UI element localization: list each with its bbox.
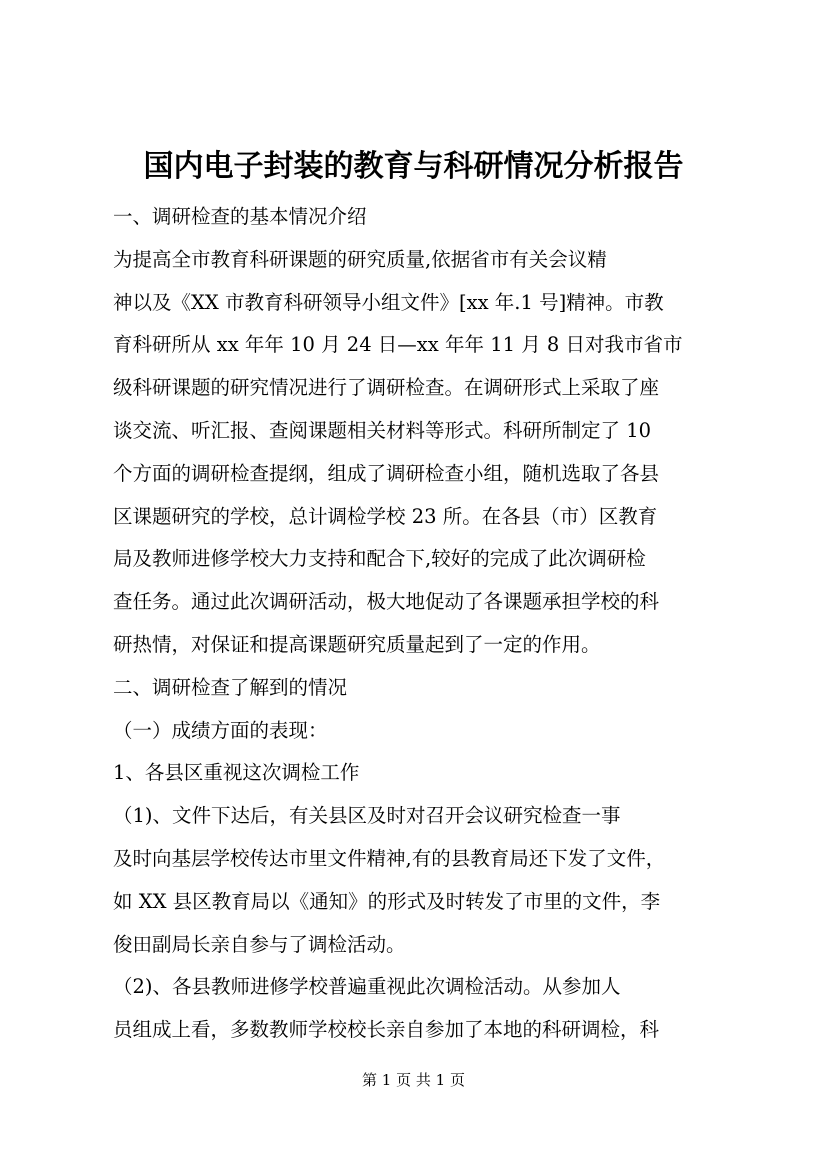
text-line: （2)、各县教师进修学校普遍重视此次调检活动。从参加人: [113, 975, 621, 999]
text-line: 育科研所从 xx 年年 10 月 24 日—xx 年年 11 月 8 日对我市省市: [113, 333, 683, 357]
document-title: 国内电子封装的教育与科研情况分析报告: [143, 149, 684, 184]
text-line: 一、调研检查的基本情况介绍: [113, 205, 367, 228]
text-line: 局及教师进修学校大力支持和配合下,较好的完成了此次调研检: [113, 547, 646, 571]
text-line: （1)、文件下达后，有关县区及时对召开会议研究检查一事: [113, 804, 621, 828]
document-body: [113, 196, 725, 1052]
text-line: 个方面的调研检查提纲，组成了调研检查小组，随机选取了各县: [113, 461, 660, 485]
text-line: 员组成上看，多数教师学校校长亲自参加了本地的科研调检，科: [113, 1018, 660, 1042]
text-line: 为提高全市教育科研课题的研究质量,依据省市有关会议精: [113, 247, 607, 271]
text-line: 谈交流、听汇报、查阅课题相关材料等形式。科研所制定了 10: [113, 418, 652, 442]
text-line: 及时向基层学校传达市里文件精神,有的县教育局还下发了文件，: [113, 846, 666, 870]
text-line: 查任务。通过此次调研活动，极大地促动了各课题承担学校的科: [113, 590, 660, 614]
text-line: 研热情，对保证和提高课题研究质量起到了一定的作用。: [113, 632, 601, 656]
text-line: 俊田副局长亲自参与了调检活动。: [113, 932, 406, 956]
page-footer: 第 1 页 共 1 页: [362, 1071, 465, 1089]
text-line: 区课题研究的学校，总计调检学校 23 所。在各县（市）区教育: [113, 504, 658, 528]
text-line: 级科研课题的研究情况进行了调研检查。在调研形式上采取了座: [113, 376, 660, 400]
text-line: （一）成绩方面的表现：: [113, 718, 328, 742]
text-line: 二、调研检查了解到的情况: [113, 675, 348, 699]
text-line: 1、各县区重视这次调检工作: [113, 761, 360, 785]
text-line: 神以及《XX 市教育科研领导小组文件》[xx 年.1 号]精神。市教: [113, 290, 664, 314]
text-line: 如 XX 县区教育局以《通知》的形式及时转发了市里的文件，李: [113, 889, 661, 913]
